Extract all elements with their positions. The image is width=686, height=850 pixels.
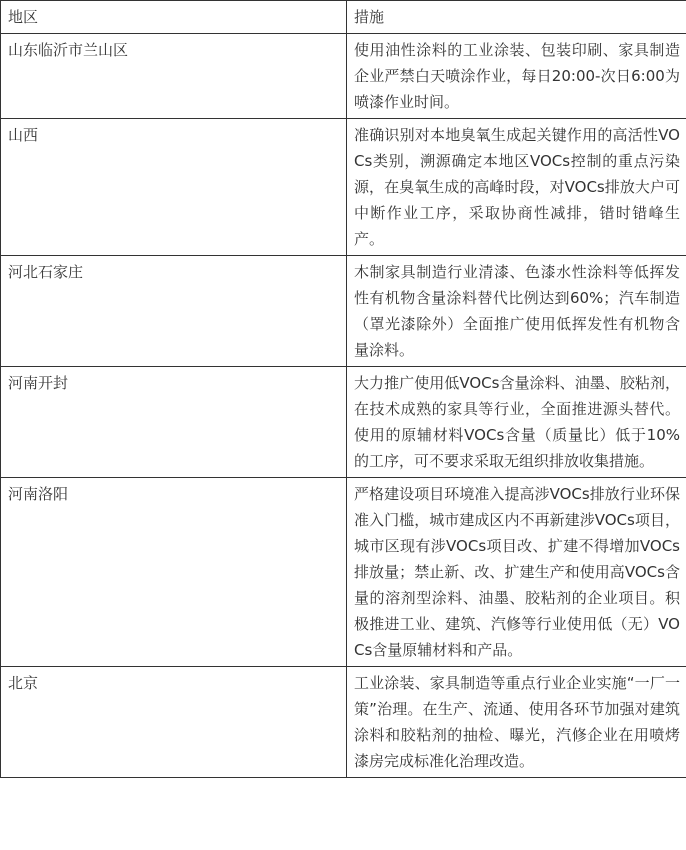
measure-cell: 使用油性涂料的工业涂装、包装印刷、家具制造企业严禁白天喷涂作业，每日20:00-次日6:00为喷漆作业时间。 [347, 34, 686, 119]
measure-cell: 严格建设项目环境准入提高涉VOCs排放行业环保准入门槛，城市建成区内不再新建涉VOCs项目，城市区现有涉VOCs项目改、扩建不得增加VOCs排放量；禁止新、改、扩建生产和使用高VOCs含量的溶剂型涂料、油墨、胶粘剂的企业项目。积极推进工业、建筑、汽修等行业使用低（无）VOCs含量原辅材料和产品。 [347, 478, 686, 667]
region-cell: 山东临沂市兰山区 [1, 34, 347, 119]
region-cell: 山西 [1, 119, 347, 256]
measure-cell: 木制家具制造行业清漆、色漆水性涂料等低挥发性有机物含量涂料替代比例达到60%；汽车制造（罩光漆除外）全面推广使用低挥发性有机物含量涂料。 [347, 256, 686, 367]
header-measure: 措施 [347, 1, 686, 34]
measure-cell: 工业涂装、家具制造等重点行业企业实施“一厂一策”治理。在生产、流通、使用各环节加强对建筑涂料和胶粘剂的抽检、曝光，汽修企业在用喷烤漆房完成标准化治理改造。 [347, 667, 686, 778]
table-row [1, 478, 686, 667]
table-row [1, 34, 686, 119]
table-row [1, 119, 686, 256]
region-cell: 北京 [1, 667, 347, 778]
table-row [1, 667, 686, 778]
table-header-row [1, 1, 686, 34]
table-row [1, 367, 686, 478]
region-cell: 河南开封 [1, 367, 347, 478]
region-cell: 河北石家庄 [1, 256, 347, 367]
table-row [1, 256, 686, 367]
measure-cell: 准确识别对本地臭氧生成起关键作用的高活性VOCs类别，溯源确定本地区VOCs控制的重点污染源，在臭氧生成的高峰时段，对VOCs排放大户可中断作业工序，采取协商性减排，错时错峰生产。 [347, 119, 686, 256]
measure-cell: 大力推广使用低VOCs含量涂料、油墨、胶粘剂，在技术成熟的家具等行业，全面推进源头替代。使用的原辅材料VOCs含量（质量比）低于10%的工序，可不要求采取无组织排放收集措施。 [347, 367, 686, 478]
region-cell: 河南洛阳 [1, 478, 347, 667]
header-region: 地区 [1, 1, 347, 34]
